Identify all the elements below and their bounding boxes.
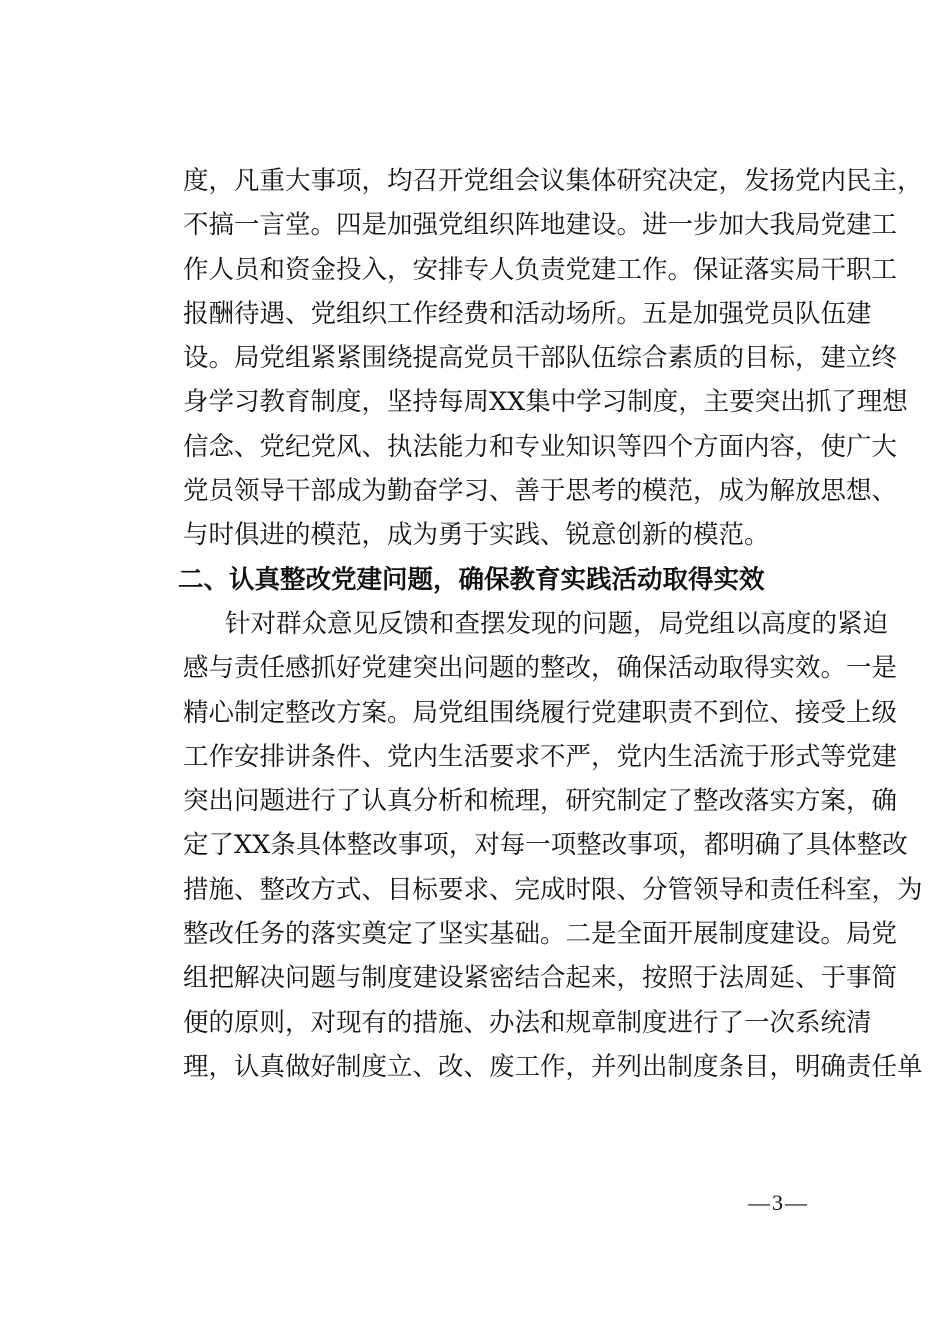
text-line: 感与责任感抓好党建突出问题的整改，确保活动取得实效。一是 [183,653,898,684]
text-line: 针对群众意见反馈和查摆发现的问题，局党组以高度的紧迫 [225,608,889,639]
text-line: 精心制定整改方案。局党组围绕履行党建职责不到位、接受上级 [183,697,898,728]
paragraph [183,602,923,1089]
page-number: —3— [748,1190,809,1215]
text-line: 与时俱进的模范，成为勇于实践、锐意创新的模范。 [183,520,770,551]
text-line: 度，凡重大事项，均召开党组会议集体研究决定，发扬党内民主， [183,166,923,196]
text-line: 设。局党组紧紧围绕提高党员干部队伍综合素质的目标，建立终 [183,343,898,374]
section-heading: 二、认真整改党建问题，确保教育实践活动取得实效 [178,564,765,595]
text-line: 信念、党纪党风、执法能力和专业知识等四个方面内容，使广大 [183,431,898,462]
paragraph-continued [183,159,923,558]
text-line: 整改任务的落实奠定了坚实基础。二是全面开展制度建设。局党 [183,919,898,950]
text-line: 不搞一言堂。四是加强党组织阵地建设。进一步加大我局党建工 [183,210,898,241]
text-line: 作人员和资金投入，安排专人负责党建工作。保证落实局干职工 [183,254,898,285]
text-line: 工作安排讲条件、党内生活要求不严，党内生活流于形式等党建 [183,741,898,772]
text-line: 报酬待遇、党组织工作经费和活动场所。五是加强党员队伍建 [183,298,872,329]
text-line: 便的原则，对现有的措施、办法和规章制度进行了一次系统清 [183,1007,872,1038]
text-line: 组把解决问题与制度建设紧密结合起来，按照于法周延、于事简 [183,963,898,994]
text-line: 定了XX条具体整改事项，对每一项整改事项，都明确了具体整改 [183,830,908,861]
text-line: 突出问题进行了认真分析和梳理，研究制定了整改落实方案，确 [183,786,898,817]
text-line: 措施、整改方式、目标要求、完成时限、分管领导和责任科室，为 [183,874,923,905]
text-line: 理，认真做好制度立、改、废工作，并列出制度条目，明确责任单 [183,1051,923,1082]
document-body [178,159,923,1089]
text-line: 党员领导干部成为勤奋学习、善于思考的模范，成为解放思想、 [183,476,898,507]
text-line: 身学习教育制度，坚持每周XX集中学习制度，主要突出抓了理想 [183,387,908,418]
